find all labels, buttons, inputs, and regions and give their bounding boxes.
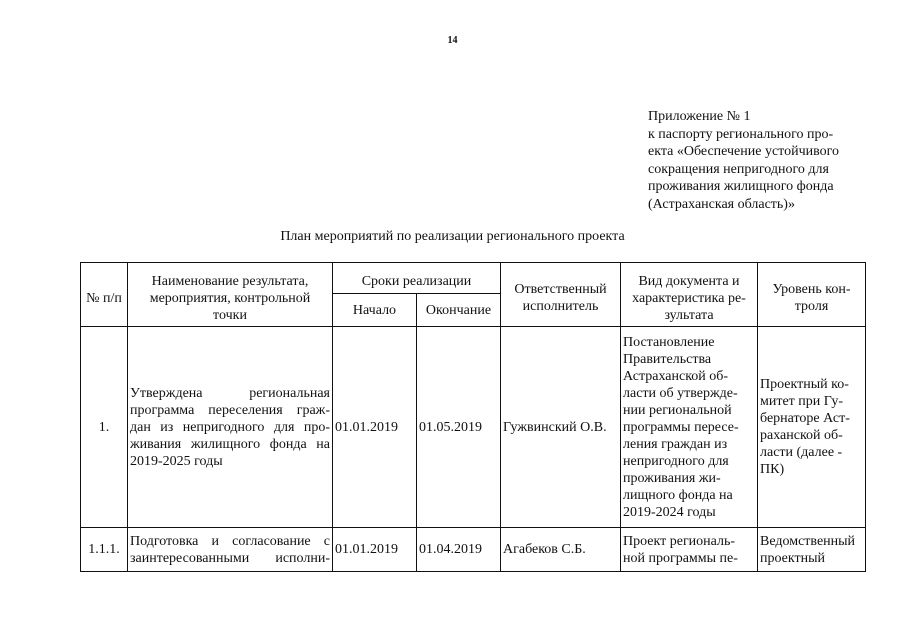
row-control [758, 528, 866, 572]
header-name [128, 263, 333, 327]
header-num: № п/п [81, 263, 128, 327]
cell-line: Проектный ко- [760, 377, 849, 392]
cell-line: Ведомственный [760, 533, 856, 549]
cell-line: ласти (далее - [760, 445, 843, 460]
header-line: Ответственный [514, 282, 607, 297]
cell-line: митет при Гу- [760, 394, 844, 409]
appendix-line: Приложение № 1 [648, 109, 751, 124]
cell-line: Подготовка и согласование с [130, 533, 330, 549]
page-number: 14 [447, 35, 458, 46]
appendix-note [648, 108, 878, 213]
appendix-line: (Астраханская область)» [648, 196, 795, 212]
row-control [758, 327, 866, 528]
cell-line: ПК) [760, 462, 785, 477]
cell-line: Правительства [623, 351, 712, 367]
cell-line: ласти об утвержде- [623, 385, 738, 401]
row-name [128, 528, 333, 572]
table-row [81, 327, 866, 528]
row-num: 1.1.1. [81, 528, 128, 572]
row-num: 1. [81, 327, 128, 528]
table-row [81, 528, 866, 572]
header-control [758, 263, 866, 327]
header-end: Окончание [417, 294, 501, 327]
row-end: 01.05.2019 [417, 327, 501, 528]
header-line: троля [794, 299, 829, 314]
plan-title: План мероприятий по реализации регионального проекта [280, 229, 625, 244]
plan-table [80, 262, 866, 572]
row-doc [621, 327, 758, 528]
row-executor: Агабеков С.Б. [501, 528, 621, 572]
header-executor [501, 263, 621, 327]
header-line: Наименование результата, [151, 273, 309, 289]
header-line: мероприятия, контрольной [149, 290, 311, 306]
cell-line: Проект региональ- [623, 533, 736, 549]
cell-line: ной программы пе- [623, 550, 738, 566]
cell-line: живания жилищного фонда на [130, 436, 330, 452]
cell-line: 2019-2024 годы [623, 504, 716, 520]
cell-line: непригодного для [623, 453, 729, 469]
cell-line: проектный [760, 550, 826, 566]
row-start: 01.01.2019 [333, 528, 417, 572]
header-line: зультата [664, 307, 714, 323]
cell-line: бернаторе Аст- [760, 411, 850, 426]
row-start: 01.01.2019 [333, 327, 417, 528]
header-line: Уровень кон- [772, 282, 851, 297]
header-line: характеристика ре- [632, 290, 746, 306]
header-start: Начало [333, 294, 417, 327]
cell-line: Утверждена региональная [130, 385, 330, 401]
cell-line: лищного фонда на [623, 487, 733, 503]
header-terms: Сроки реализации [333, 263, 501, 294]
header-line: исполнитель [522, 299, 599, 314]
appendix-line: проживания жилищного фонда [648, 179, 834, 194]
row-name [128, 327, 333, 528]
appendix-line: к паспорту регионального про- [648, 126, 834, 142]
cell-line: дан из непригодного для про- [130, 419, 330, 435]
cell-line: программа переселения граж- [130, 402, 330, 418]
cell-line: 2019-2025 годы [130, 453, 223, 469]
cell-line: проживания жи- [623, 470, 721, 486]
cell-line: нии региональной [623, 402, 732, 418]
row-doc [621, 528, 758, 572]
header-line: Вид документа и [638, 273, 740, 289]
row-end: 01.04.2019 [417, 528, 501, 572]
row-executor: Гужвинский О.В. [501, 327, 621, 528]
cell-line: раханской об- [760, 428, 843, 443]
appendix-line: екта «Обеспечение устойчивого [648, 144, 840, 159]
cell-line: ления граждан из [623, 436, 728, 452]
cell-line: Астраханской об- [623, 368, 729, 384]
appendix-line: сокращения непригодного для [648, 161, 829, 177]
header-doc [621, 263, 758, 327]
cell-line: программы пересе- [623, 419, 739, 435]
header-line: точки [213, 307, 247, 323]
cell-line: заинтересованными исполни- [130, 550, 330, 566]
cell-line: Постановление [623, 334, 715, 350]
